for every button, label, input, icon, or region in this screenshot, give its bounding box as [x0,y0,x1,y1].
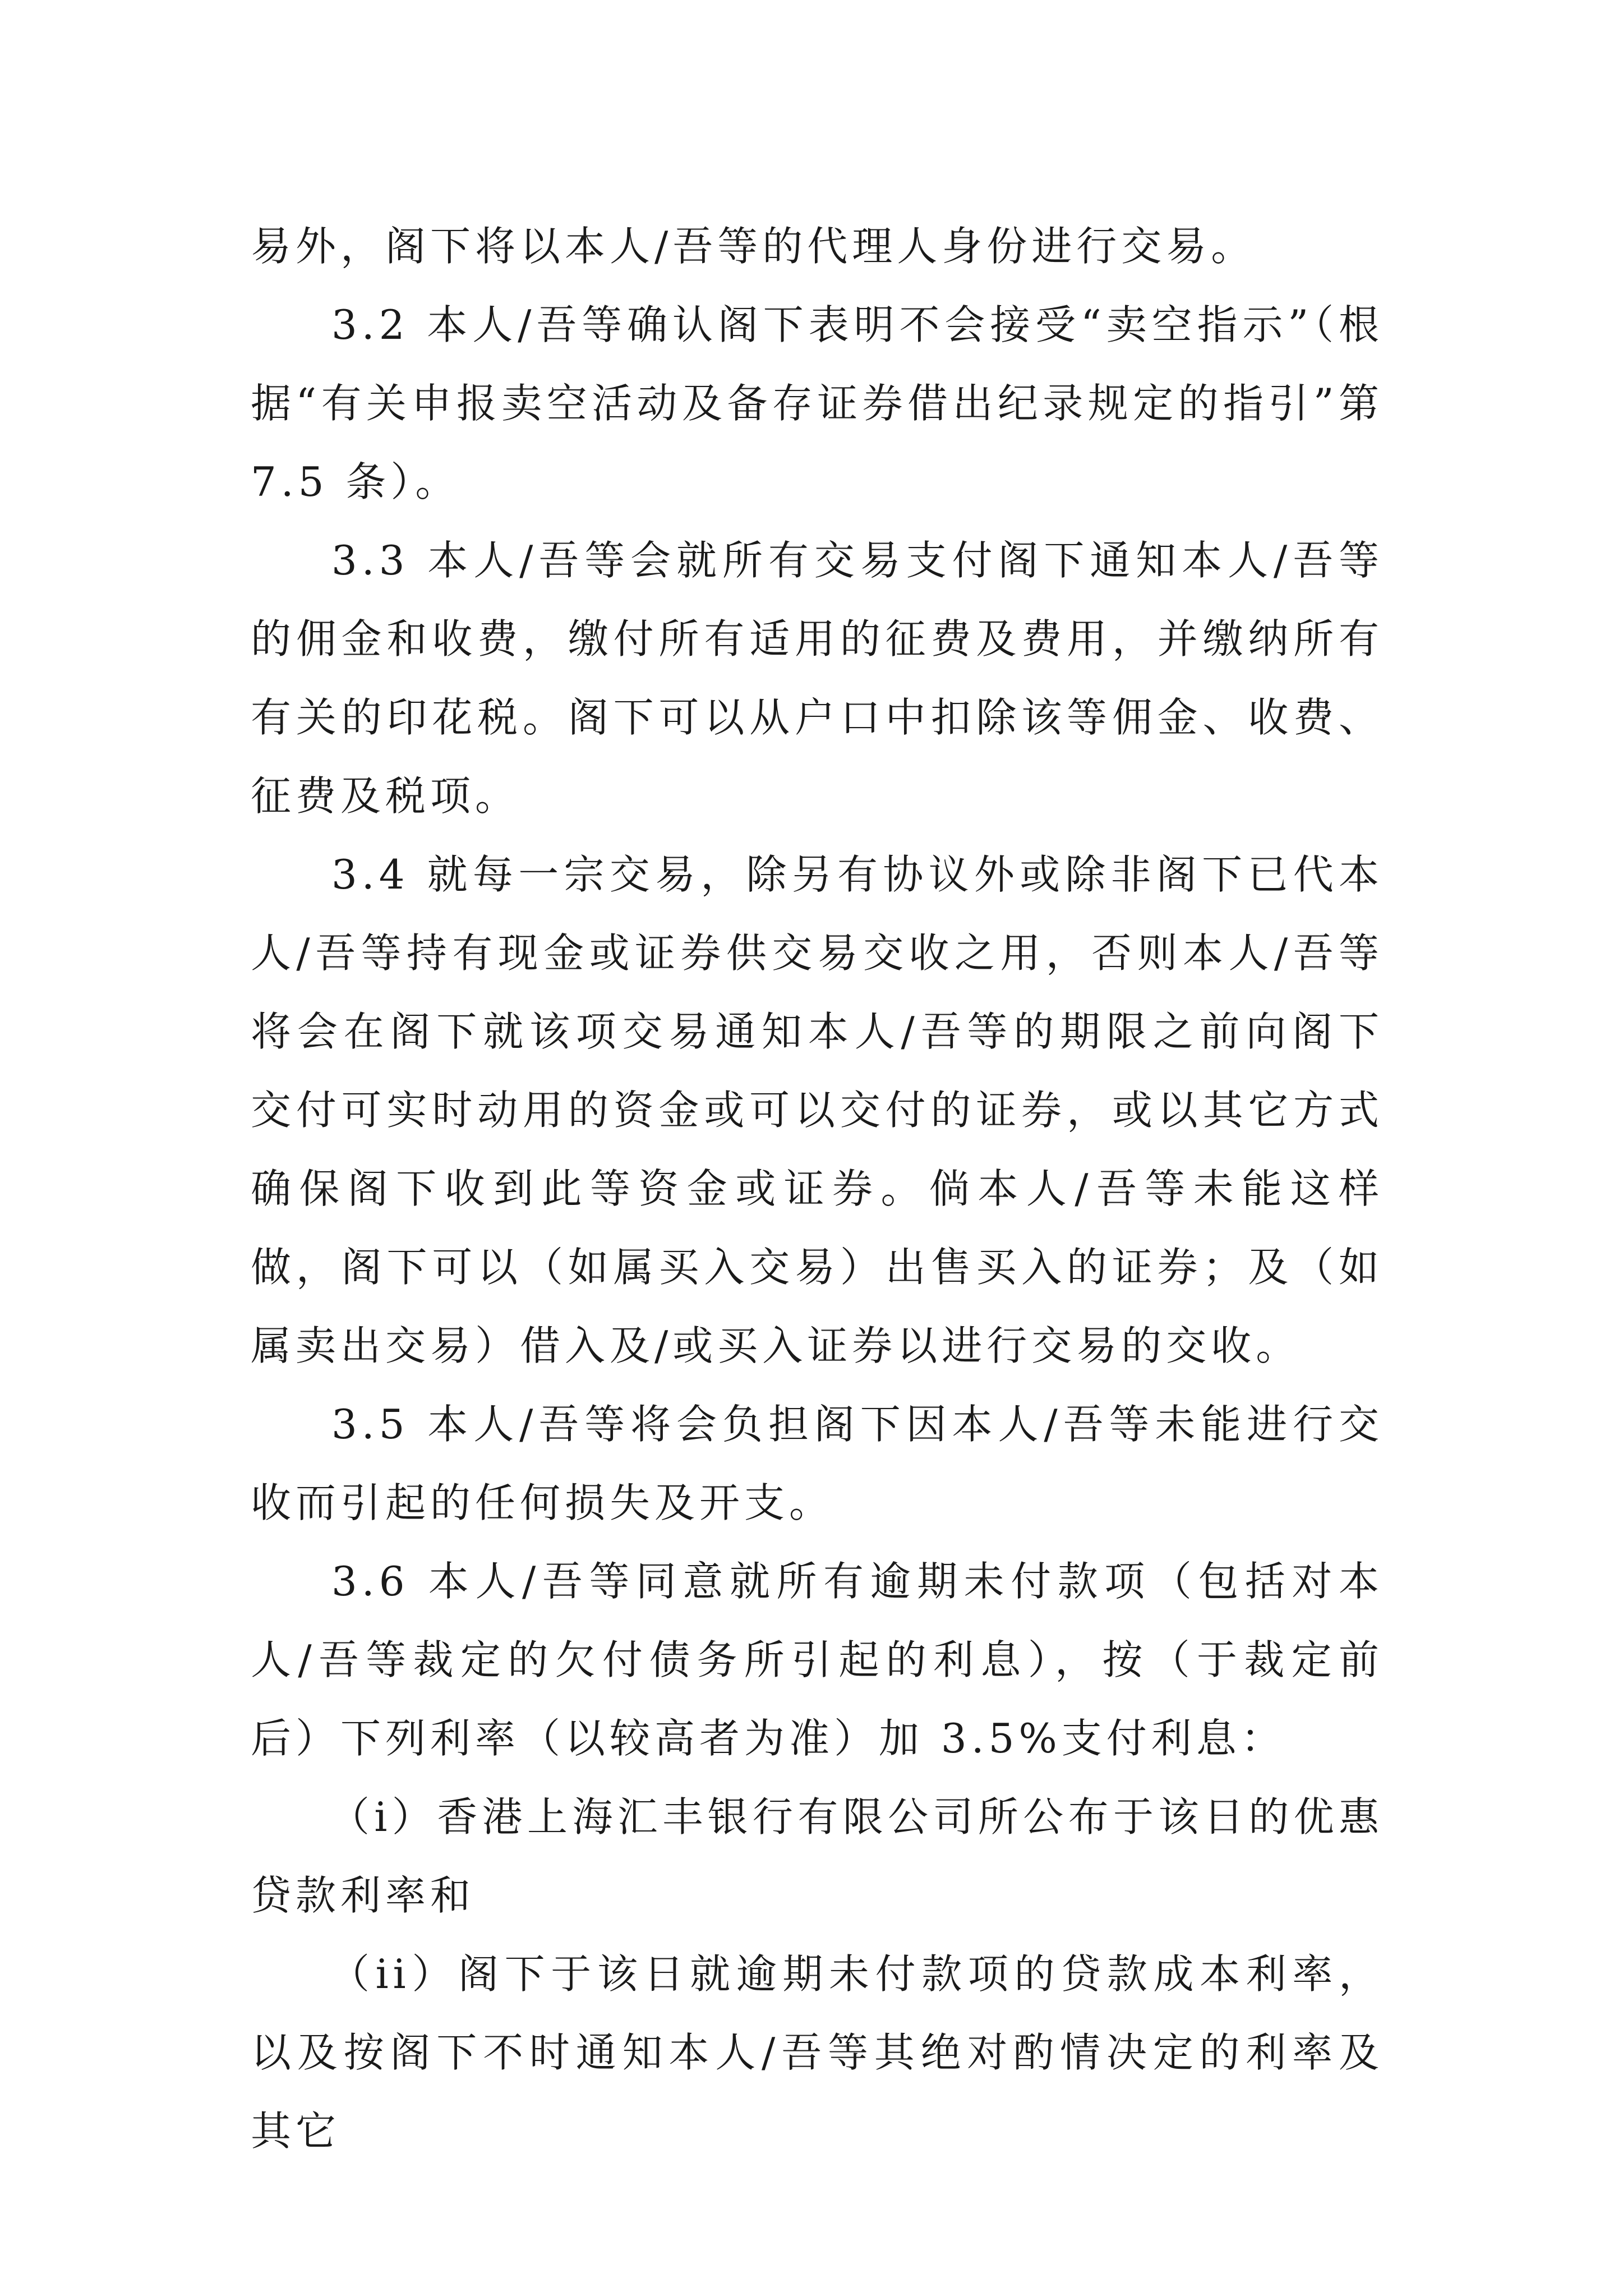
paragraph-3-5: 3.5 本人/吾等将会负担阁下因本人/吾等未能进行交收而引起的任何损失及开支。 [251,1401,1384,1526]
paragraph-continuation: 易外，阁下将以本人/吾等的代理人身份进行交易。 [251,223,1256,270]
paragraph-3-6: 3.6 本人/吾等同意就所有逾期未付款项（包括对本人/吾等裁定的欠付债务所引起的利息），按（于裁定前后）下列利率（以较高者为准）加 3.5%支付利息： [251,1558,1384,1762]
document-body [251,207,1384,2170]
paragraph-item-ii: （ii）阁下于该日就逾期未付款项的贷款成本利率，以及按阁下不时通知本人/吾等其绝对酌情决定的利率及其它 [251,1950,1384,2155]
paragraph-3-3: 3.3 本人/吾等会就所有交易支付阁下通知本人/吾等的佣金和收费，缴付所有适用的征费及费用，并缴纳所有有关的印花税。阁下可以从户口中扣除该等佣金、收费、征费及税项。 [251,537,1384,820]
paragraph-3-2: 3.2 本人/吾等确认阁下表明不会接受“卖空指示”（根据“有关申报卖空活动及备存证券借出纪录规定的指引”第7.5 条）。 [251,301,1384,505]
paragraph-item-i: （i）香港上海汇丰银行有限公司所公布于该日的优惠贷款利率和 [251,1793,1384,1919]
paragraph-3-4: 3.4 就每一宗交易，除另有协议外或除非阁下已代本人/吾等持有现金或证券供交易交收之用，否则本人/吾等将会在阁下就该项交易通知本人/吾等的期限之前向阁下交付可实时动用的资金或可以交付的证券，或以其它方式确保阁下收到此等资金或证券。倘本人/吾等未能这样做，阁下可以（如属买入交易）出售买入的证券；及（如属卖出交易）借入及/或买入证券以进行交易的交收。 [251,851,1384,1369]
